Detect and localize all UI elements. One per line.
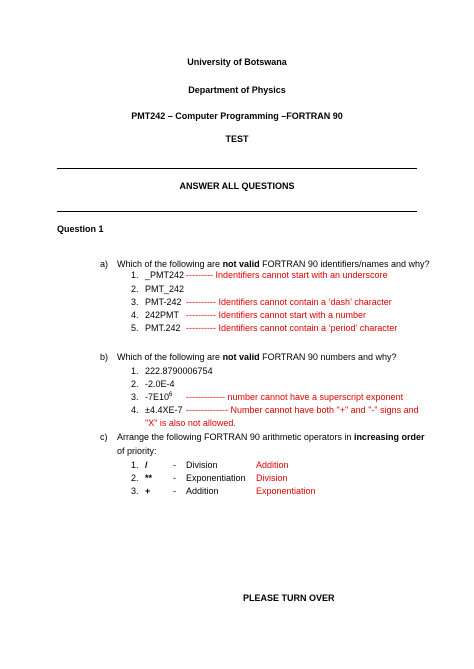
page-footer: PLEASE TURN OVER [243, 593, 335, 603]
university-title: University of Botswana [187, 57, 287, 67]
answer-text: -------------- Number cannot have both "+" and "-" signs and [186, 405, 419, 415]
course-title: PMT242 – Computer Programming –FORTRAN 90 [131, 111, 343, 121]
answer-text: Exponentiation [256, 486, 316, 496]
answer-text: Division [256, 473, 288, 483]
answer-text-continued: "X" is also not allowed. [145, 418, 236, 428]
answer-text: ------------- number cannot have a superscript exponent [186, 392, 404, 402]
top-divider [57, 168, 417, 169]
part-a-question: Which of the following are not valid FORTRAN 90 identifiers/names and why? [117, 259, 430, 269]
bottom-divider [57, 211, 417, 212]
answer-text: Addition [256, 460, 289, 470]
answer-text: ---------- Identifiers cannot start with a number [186, 310, 367, 320]
answer-text: ---------- Identifiers cannot contain a ‘dash’ character [186, 297, 392, 307]
part-a-label: a) [100, 259, 109, 269]
instruction-heading: ANSWER ALL QUESTIONS [179, 181, 295, 191]
test-title: TEST [225, 134, 249, 144]
part-b-label: b) [100, 352, 109, 362]
answer-text: --------- Indentifiers cannot start with an underscore [186, 270, 388, 280]
document-page: University of Botswana Department of Physics PMT242 – Computer Programming –FORTRAN 90 TEST ANSWER ALL QUESTIONS Question 1 a) Which of the following are not valid FORTRAN 90 identifiers/names and why? 1. _PMT242 --------- Indentifiers cannot start with an underscore 2. PMT_242 3. PMT-242 ---------- Identifiers cannot contain a ‘dash’ character 4. 242PMT ---------- Identifiers cannot start with a number 5. PMT.242 ---------- Identifiers cannot contain a ‘period’ character b) Which of the following are not valid FORTRAN 90 numbers and why? 1. 222.8790006754 2. -2.0E-4 3. $-7E10^6$ ------------- number cannot have a superscript exponent 4. ±4.4XE-7 -------------- Number cannot have both "+" and "-" signs and "X" is also not allowed. c) Arrange the following FORTRAN 90 arithmetic operators in increasing order of priority: 1. / - Division Addition 2. ** - Exponentiation Division 3. + - Addition Exponentiation PLEASE TURN OVER [0, 0, 474, 669]
department-title: Department of Physics [188, 85, 286, 95]
part-b-question: Which of the following are not valid FORTRAN 90 numbers and why? [117, 352, 397, 362]
part-c-question: Arrange the following FORTRAN 90 arithmetic operators in increasing order [117, 432, 425, 442]
answer-text: ---------- Identifiers cannot contain a ‘period’ character [186, 323, 398, 333]
part-c-question-line2: of priority: [117, 446, 157, 456]
part-c-label: c) [100, 432, 108, 442]
question-1-title: Question 1 [57, 224, 104, 234]
